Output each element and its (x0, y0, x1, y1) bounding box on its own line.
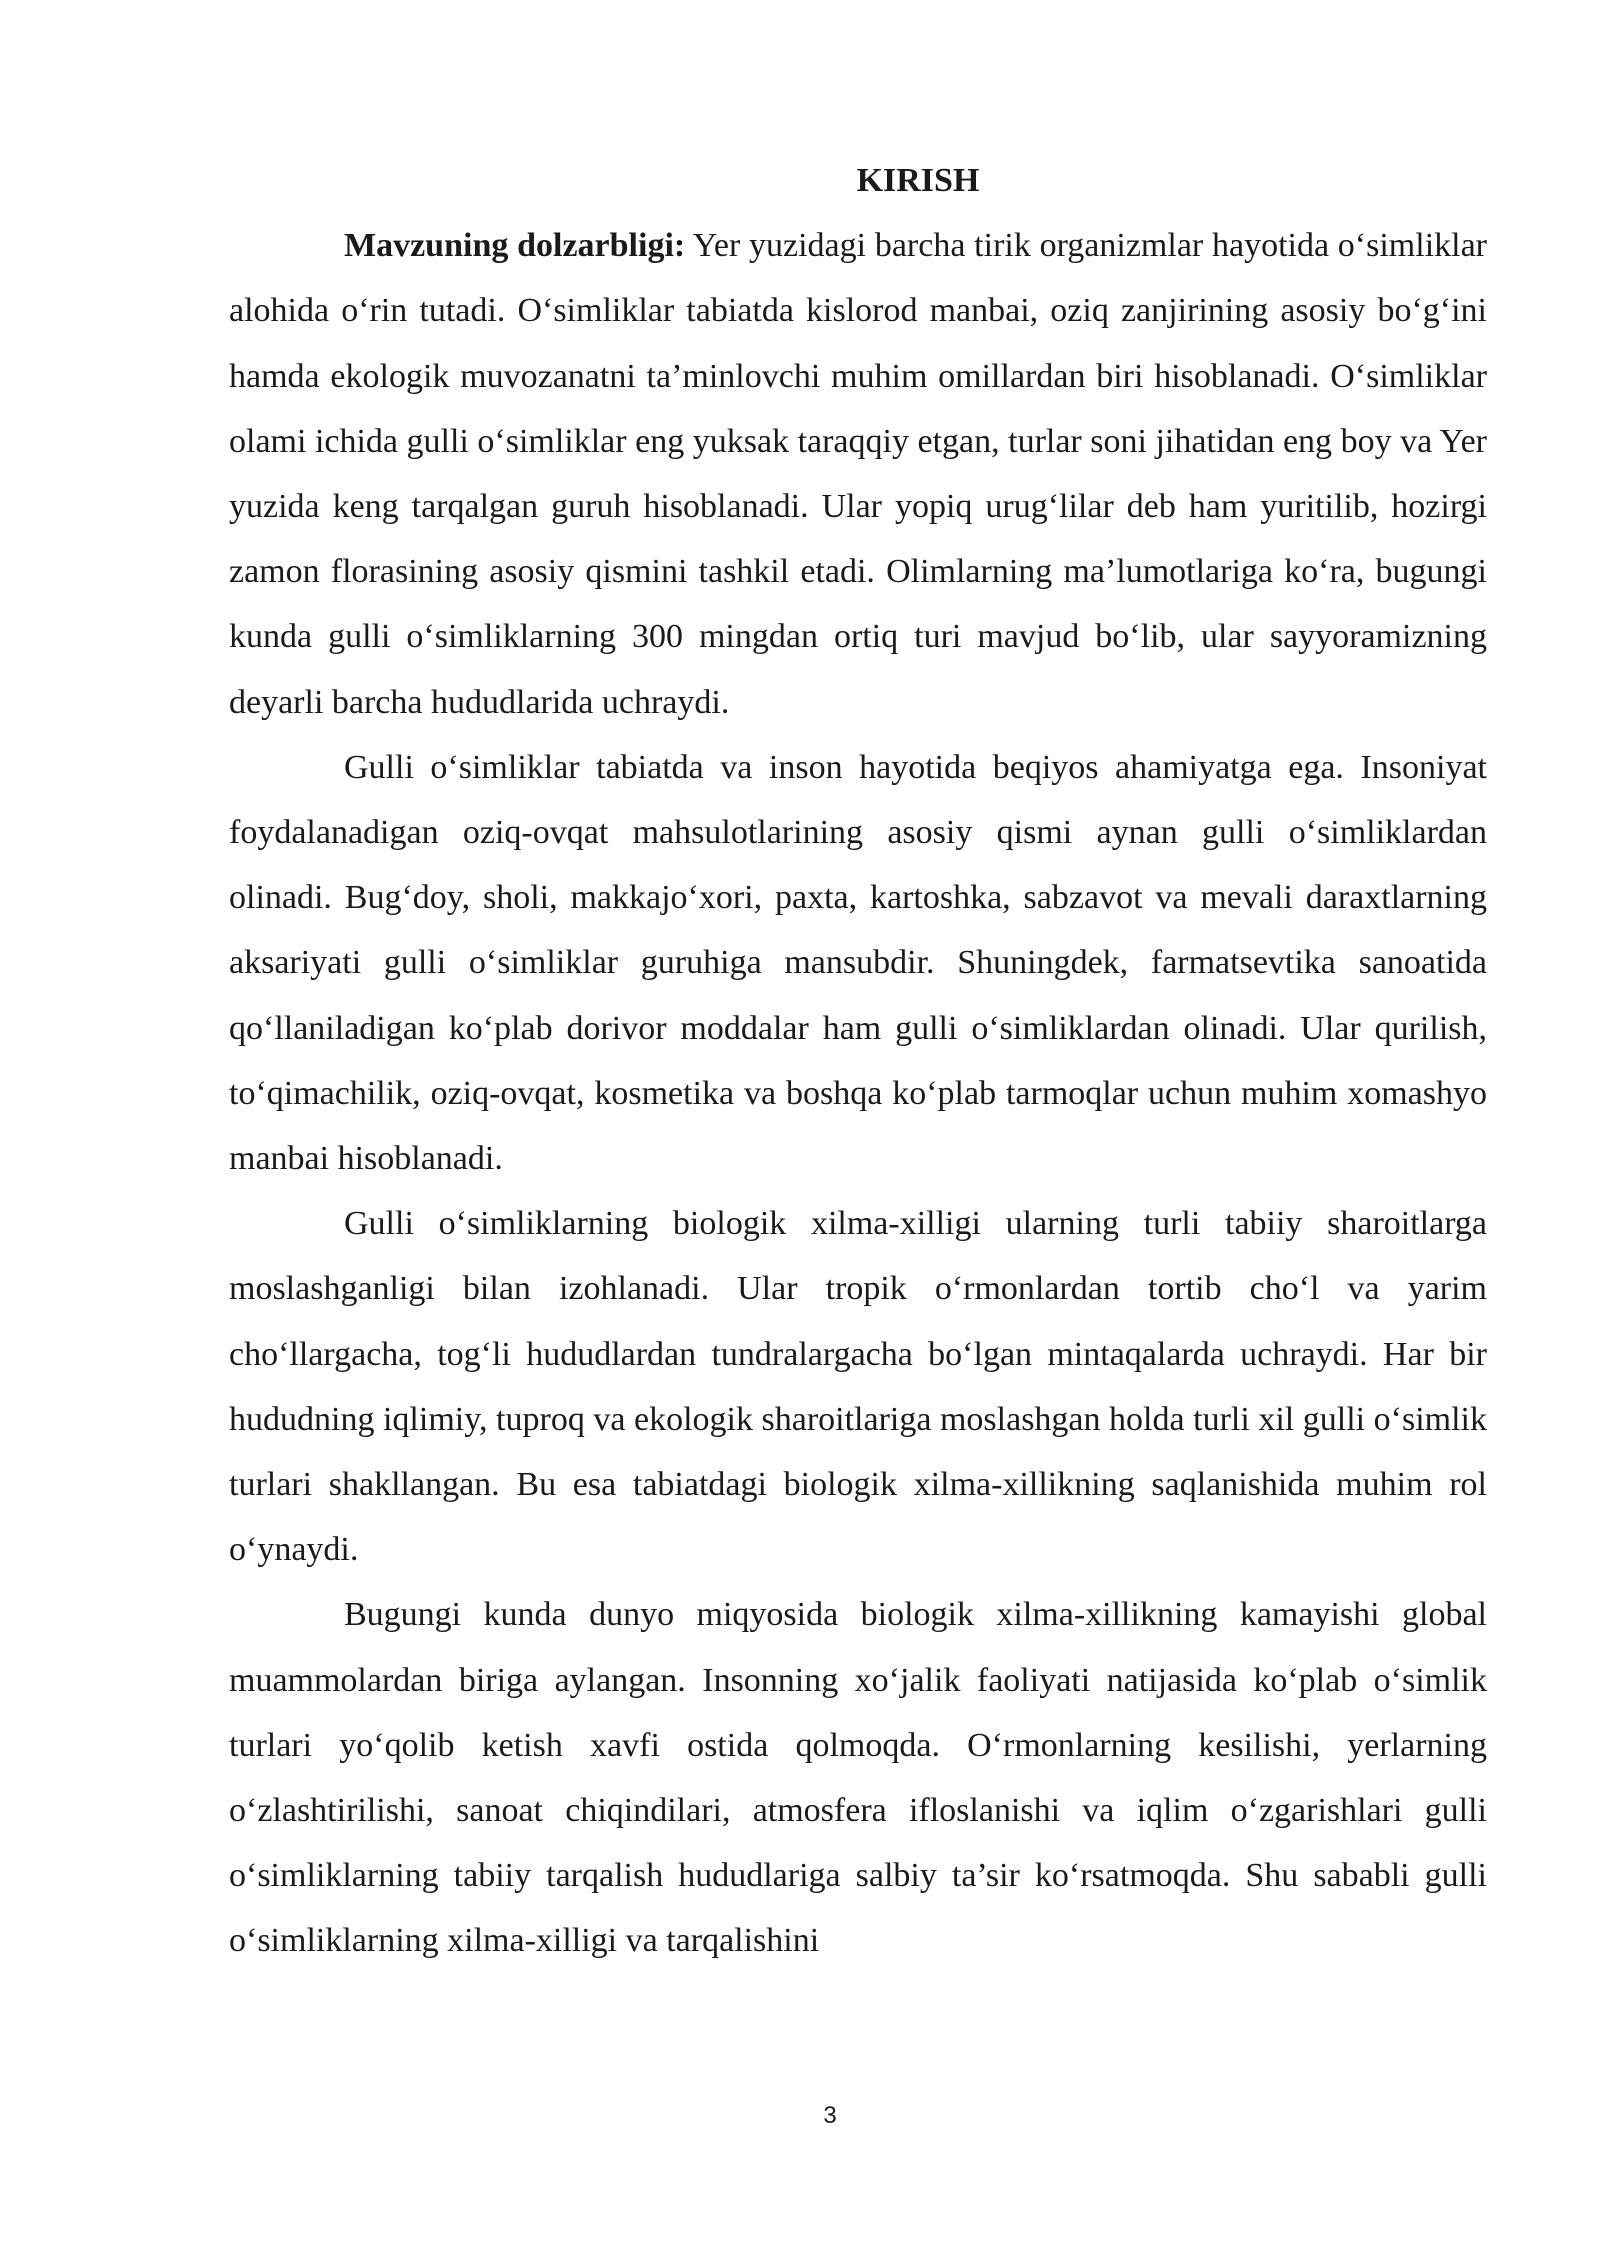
paragraph-diversity: Gulli o‘simliklarning biologik xilma-xilligi ularning turli tabiiy sharoitlarga moslashganligi bilan izohlanadi. Ular tropik o‘rmonlardan tortib cho‘l va yarim cho‘llargacha, tog‘li hududlardan tundralargacha bo‘lgan mintaqalarda uchraydi. Har bir hududning iqlimiy, tuproq va ekologik sharoitlariga moslashgan holda turli xil gulli o‘simlik turlari shakllangan. Bu esa tabiatdagi biologik xilma-xillikning saqlanishida muhim rol o‘ynaydi. (229, 1205, 1487, 1569)
relevance-text: Yer yuzidagi barcha tirik organizmlar hayotida o‘simliklar alohida o‘rin tutadi. O‘simliklar tabiatda kislorod manbai, oziq zanjirining asosiy bo‘g‘ini hamda ekologik muvozanatni ta’minlovchi muhim omillardan biri hisoblanadi. O‘simliklar olami ichida gulli o‘simliklar eng yuksak taraqqiy etgan, turlar soni jihatidan eng boy va Yer yuzida keng tarqalgan guruh hisoblanadi. Ular yopiq urug‘lilar deb ham yuritilib, hozirgi zamon florasining asosiy qismini tashkil etadi. Olimlarning ma’lumotlariga ko‘ra, bugungi kunda gulli o‘simliklarning 300 mingdan ortiq turi mavjud bo‘lib, ular sayyoramizning deyarli barcha hududlarida uchraydi. (229, 227, 1488, 721)
page-number: 3 (823, 2102, 837, 2129)
relevance-lead: Mavzuning dolzarbligi: (344, 227, 686, 265)
paragraph-threats: Bugungi kunda dunyo miqyosida biologik xilma-xillikning kamayishi global muammolardan biriga aylangan. Insonning xo‘jalik faoliyati natijasida ko‘plab o‘simlik turlari yo‘qolib ketish xavfi ostida qolmoqda. O‘rmonlarning kesilishi, yerlarning o‘zlashtirilishi, sanoat chiqindilari, atmosfera ifloslanishi va iqlim o‘zgarishlari gulli o‘simliklarning tabiiy tarqalish hududlariga salbiy ta’sir ko‘rsatmoqda. Shu sababli gulli o‘simliklarning xilma-xilligi va tarqalishini (229, 1596, 1487, 1960)
paragraph-importance: Gulli o‘simliklar tabiatda va inson hayotida beqiyos ahamiyatga ega. Insoniyat foydalanadigan oziq-ovqat mahsulotlarining asosiy qismi aynan gulli o‘simliklardan olinadi. Bug‘doy, sholi, makkajo‘xori, paxta, kartoshka, sabzavot va mevali daraxtlarning aksariyati gulli o‘simliklar guruhiga mansubdir. Shuningdek, farmatsevtika sanoatida qo‘llaniladigan ko‘plab dorivor moddalar ham gulli o‘simliklardan olinadi. Ular qurilish, to‘qimachilik, oziq-ovqat, kosmetika va boshqa ko‘plab tarmoqlar uchun muhim xomashyo manbai hisoblanadi. (229, 748, 1487, 1178)
section-heading: KIRISH (856, 162, 980, 199)
paragraph-relevance (229, 213, 1487, 735)
document-body (229, 148, 1487, 1974)
